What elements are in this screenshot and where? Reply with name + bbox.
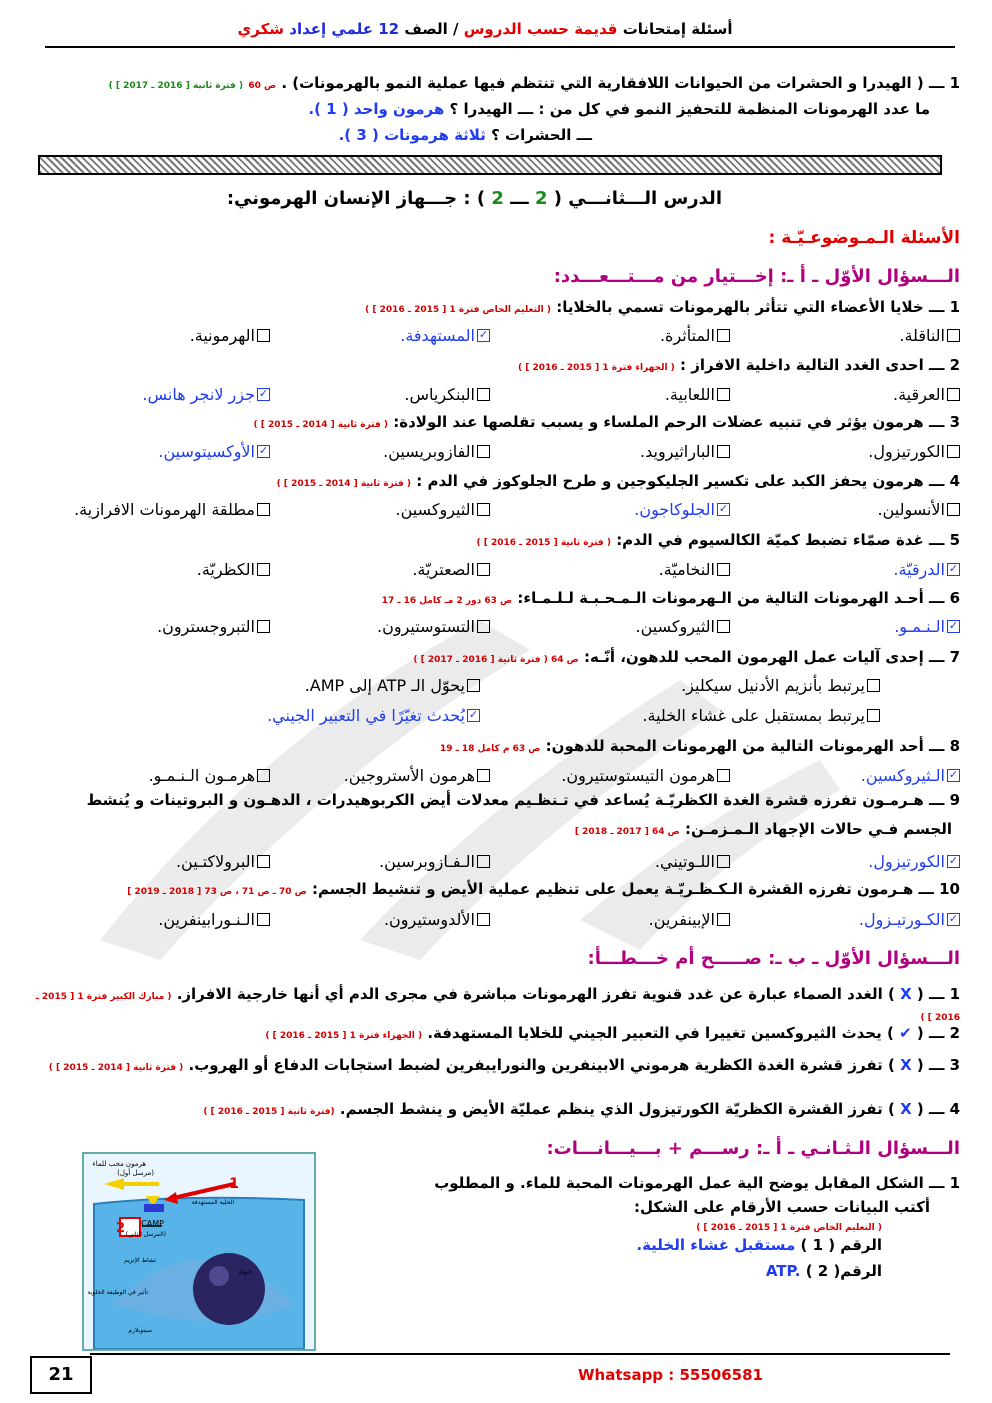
option-label: الـثيروكسين. <box>860 766 945 785</box>
header-grade: 12 <box>378 20 400 38</box>
checkbox-icon[interactable] <box>477 855 490 868</box>
cross-mark-icon: X <box>900 1056 912 1074</box>
lesson-title <box>227 188 722 209</box>
checkbox-icon[interactable] <box>717 769 730 782</box>
intro-question-line3 <box>28 126 592 144</box>
figure-label-camp: CAMP <box>141 1219 164 1228</box>
mcq-option[interactable] <box>859 910 960 929</box>
option-label: المستهدفة. <box>400 326 475 345</box>
checkbox-icon[interactable] <box>257 769 270 782</box>
question-number: 10 ـــ <box>918 880 960 898</box>
option-label: الصعتريّة. <box>412 560 475 579</box>
true-false-item: 2 ـــ ( ✔ ) يحدث الثيروكسين تغييرا في التعبير الجيني للخلايا المستهدفة. ( الجهراء فترة 1 [ 2015 ـ 2016 ] ) <box>265 1024 960 1042</box>
mcq-option[interactable] <box>267 706 480 725</box>
mcq-question <box>28 356 960 374</box>
question-number: 5 ـــ <box>928 531 960 549</box>
intro-question-line1 <box>28 74 960 92</box>
option-label: الثيروكسين. <box>395 500 475 519</box>
header-divider <box>45 46 955 48</box>
checkbox-icon[interactable] <box>477 563 490 576</box>
question-text: إحدى آليات عمل الهرمون المحب للدهون، أنّـه: <box>583 648 924 666</box>
mcq-option[interactable] <box>344 766 490 785</box>
mcq-option[interactable] <box>659 560 730 579</box>
question-number: 9 ـــ <box>928 791 960 809</box>
mcq-option[interactable] <box>404 385 490 404</box>
checkbox-icon[interactable] <box>867 709 880 722</box>
answer-label: الرقم( 2 ) <box>805 1262 882 1280</box>
checkbox-icon[interactable] <box>717 445 730 458</box>
header-text-5: علمي إعداد <box>289 20 373 38</box>
drawing-instruction <box>320 1198 930 1216</box>
marker-2: 2 <box>115 1221 125 1236</box>
mcq-option[interactable] <box>395 500 490 519</box>
mcq-option[interactable] <box>660 326 730 345</box>
figure-label-cytoplasm: سيتوبلازم <box>128 1327 152 1334</box>
lesson-dash: ـــ <box>510 188 529 209</box>
mcq-option[interactable] <box>412 560 490 579</box>
intro-question-line2 <box>28 100 930 118</box>
mcq-option[interactable] <box>305 676 480 695</box>
mcq-option[interactable] <box>384 910 490 929</box>
option-label: الأوكسيتوسين. <box>158 442 255 461</box>
option-label: الـنـمـو. <box>894 617 945 636</box>
cross-mark-icon: X <box>900 1100 912 1118</box>
source-ref: ( فترة ثانية [ 2014 ـ 2015 ] ) <box>253 420 388 430</box>
mcq-option[interactable] <box>158 910 270 929</box>
checkbox-icon[interactable] <box>477 445 490 458</box>
checked-box-icon[interactable]: ✓ <box>478 328 489 341</box>
option-label: الكورتيزول. <box>868 442 945 461</box>
mcq-option[interactable] <box>377 617 490 636</box>
mcq-option[interactable] <box>899 326 960 345</box>
source-ref: ص 70 ـ ص 71 ، ص 73 [ 2018 ـ 2019 ] <box>127 887 307 897</box>
option-label: الجلوكاجون. <box>634 500 715 519</box>
mcq-question <box>28 880 960 898</box>
page-ref: ص 60 <box>248 81 277 91</box>
mcq-question <box>28 531 960 549</box>
checkbox-icon[interactable] <box>717 855 730 868</box>
checked-box-icon[interactable]: ✓ <box>948 562 959 575</box>
question-text: ـــ الحشرات ؟ <box>491 126 592 144</box>
checked-box-icon[interactable]: ✓ <box>258 387 269 400</box>
mcq-option[interactable] <box>74 500 270 519</box>
source-ref: ( فترة ثانية [ 2015 ـ 2016 ] ) <box>476 538 611 548</box>
mcq-option[interactable] <box>640 442 730 461</box>
question-text: خلايا الأعضاء التي تتأثر بالهرمونات تسمي بالخلايا: <box>556 298 924 316</box>
checkbox-icon[interactable] <box>717 620 730 633</box>
question-text: أحـد الهرمونات التالية من الـهرمونات الـمـحـبـة لـلـمـاء: <box>517 589 924 607</box>
mcq-option[interactable] <box>893 560 960 579</box>
header-author: شكري <box>237 20 285 38</box>
option-label: البنكرياس. <box>404 385 475 404</box>
checkbox-icon[interactable] <box>867 679 880 692</box>
mcq-option[interactable] <box>868 852 960 871</box>
source-ref: ( فترة ثانية [ 2014 ـ 2015 ] ) <box>48 1063 184 1073</box>
source-ref: ( التعليم الخاص فترة 1 [ 2015 ـ 2016 ] ) <box>696 1223 882 1233</box>
source-ref: ( التعليم الخاص فترة 1 [ 2015 ـ 2016 ] ) <box>365 305 551 315</box>
figure-label-second-messenger: (المرسل الثاني) <box>125 1231 166 1238</box>
mcq-option[interactable] <box>197 560 270 579</box>
question-number: 3 ـــ <box>928 413 960 431</box>
mcq-option[interactable] <box>655 852 730 871</box>
option-label: البرولاكتـين. <box>175 852 255 871</box>
option-label: النخاميّة. <box>658 560 715 579</box>
checkbox-icon[interactable] <box>257 620 270 633</box>
mcq-question <box>28 791 960 809</box>
question-text: الجسم فـي حالات الإجهاد الـمـزمـن: <box>685 820 952 838</box>
question-number: 1 ـــ <box>928 74 960 92</box>
mcq-question <box>28 648 960 666</box>
page-header <box>190 20 780 38</box>
statement-text: الغدد الصماء عبارة عن غدد قنوية تفرز الهرمونات مباشرة في مجرى الدم أي أنها خارجية الافراز. <box>176 985 883 1003</box>
source-ref: ( الجهراء فترة 1 [ 2015 ـ 2016 ] ) <box>517 363 675 373</box>
mcq-option[interactable] <box>561 766 730 785</box>
question-text: هرمون يحفز الكبد على تكسير الجليكوجين و طرح الجلوكوز في الدم : <box>416 472 924 490</box>
checked-box-icon[interactable]: ✓ <box>948 619 959 632</box>
checkbox-icon[interactable] <box>947 329 960 342</box>
source-ref: ص 64 ( فترة ثانية [ 2016 ـ 2017 ] ) <box>413 655 579 665</box>
question-text: هرمون يؤثر في تنبيه عضلات الرحم الملساء و يسبب تقلصها عند الولادة: <box>393 413 924 431</box>
lesson-prefix: الدرس الـــثانـــي ( <box>553 188 722 209</box>
checkbox-icon[interactable] <box>717 329 730 342</box>
checkbox-icon[interactable] <box>477 769 490 782</box>
option-label: الـفـازوبرسين. <box>379 852 475 871</box>
section-2a-title: الـــسؤال الـثـانـي ـ أ ـ: رســـم + بـــيـــانـــات: <box>546 1138 960 1159</box>
checkbox-icon[interactable] <box>257 913 270 926</box>
cross-mark-icon: X <box>900 985 912 1003</box>
marker-1: 1 <box>229 1176 239 1192</box>
checkbox-icon[interactable] <box>257 563 270 576</box>
true-false-item: 4 ـــ ( X ) تفرز القشرة الكظريّة الكورتيزول الذي ينظم عمليّة الأيض و ينشط الجسم. (فترة ثانية [ 2015 ـ 2016 ] ) <box>203 1100 960 1118</box>
checkbox-icon[interactable] <box>947 388 960 401</box>
answer-text: ATP. <box>765 1262 801 1280</box>
answer-text: هرمون واحد ( 1 ). <box>308 100 445 118</box>
hydrophilic-hormone-figure <box>82 1152 316 1351</box>
mcq-question <box>28 589 960 607</box>
header-text-2: قديمة حسب الدروس <box>463 20 618 38</box>
header-text-1: أسئلة إمتحانات <box>622 20 733 38</box>
question-number: 1 ـــ <box>928 1174 960 1192</box>
checked-box-icon[interactable]: ✓ <box>468 708 479 721</box>
lesson-number-2: 2 <box>491 188 504 209</box>
mcq-question <box>28 472 960 490</box>
option-label: يُحدث تغيّرًا في التعبير الجيني. <box>267 706 465 725</box>
question-number: 1 ـــ <box>928 298 960 316</box>
nucleus-shape <box>193 1253 265 1325</box>
check-mark-icon: ✔ <box>899 1024 912 1042</box>
mcq-option[interactable] <box>635 617 730 636</box>
question-text: هـرمون تفرزه القشرة الـكـظـريّـة يعمل على تنظيم عملية الأيض و تنشيط الجسم: <box>312 880 914 898</box>
source-ref: ( مبارك الكبير فترة 1 [ 2015 ـ 2016 ] ) <box>35 992 960 1023</box>
mcq-option[interactable] <box>894 617 960 636</box>
question-number: 2 ـــ <box>928 356 960 374</box>
option-label: التبروجسترون. <box>157 617 255 636</box>
source-ref: ( فترة ثانية [ 2016 ـ 2017 ] ) <box>108 81 244 91</box>
checkbox-icon[interactable] <box>717 563 730 576</box>
question-text: غدة صمّاء تضبط كميّة الكالسيوم في الدم: <box>616 531 924 549</box>
mcq-option[interactable] <box>142 385 270 404</box>
section-divider <box>38 155 942 175</box>
option-label: الكـورتيـزول. <box>858 910 945 929</box>
option-label: الثيروكسين. <box>635 617 715 636</box>
option-label: اللعابية. <box>664 385 715 404</box>
mcq-option[interactable] <box>649 910 730 929</box>
question-number: 3 ـــ <box>928 1056 960 1074</box>
whatsapp-contact: Whatsapp : 55506581 <box>578 1366 763 1384</box>
checkbox-icon[interactable] <box>947 503 960 516</box>
option-label: الناقلة. <box>899 326 945 345</box>
checkbox-icon[interactable] <box>717 913 730 926</box>
option-label: هرمون الأستروجين. <box>343 766 475 785</box>
mcq-option[interactable] <box>176 852 270 871</box>
mcq-question <box>28 413 960 431</box>
checked-box-icon[interactable]: ✓ <box>948 854 959 867</box>
mcq-option[interactable] <box>158 442 270 461</box>
option-label: الكورتيزول. <box>868 852 945 871</box>
source-ref: (فترة ثانية [ 2015 ـ 2016 ] ) <box>203 1107 335 1117</box>
question-text: أحد الهرمونات التالية من الهرمونات المحبة للدهون: <box>545 737 924 755</box>
option-label: يرتبط بمستقبل على غشاء الخلية. <box>642 706 865 725</box>
section-1b-title: الـــسؤال الأوّل ـ ب ـ: صـــــح أم خـــطـــأ: <box>587 948 960 969</box>
checkbox-icon[interactable] <box>477 620 490 633</box>
lesson-suffix: ) : جـــهاز الإنسان الهرموني: <box>226 188 486 209</box>
checkbox-icon[interactable] <box>717 388 730 401</box>
header-text-3: الصف <box>404 20 448 38</box>
checkbox-icon[interactable] <box>477 388 490 401</box>
checked-box-icon[interactable]: ✓ <box>258 444 269 457</box>
drawing-source <box>320 1216 882 1234</box>
question-number: 4 ـــ <box>928 472 960 490</box>
drawing-answer-2 <box>320 1262 882 1280</box>
mcq-option[interactable] <box>190 326 270 345</box>
checkbox-icon[interactable] <box>477 503 490 516</box>
drawing-question <box>320 1174 960 1192</box>
question-text: ( الهيدرا و الحشرات من الحيوانات اللافقارية التي تنتظم فيها عملية النمو بالهرمونات) . <box>281 74 924 92</box>
source-ref: ص 63 دور 2 مـ كامل 16 ـ 17 <box>381 596 513 606</box>
mcq-option[interactable] <box>379 852 490 871</box>
option-label: الـنـورابينفرين. <box>158 910 255 929</box>
checkbox-icon[interactable] <box>467 679 480 692</box>
true-false-item: 3 ـــ ( X ) تفرز قشرة الغدة الكظرية هرموني الابينفرين والنورايبفرين لضبط استجابات الدفاع أو الهروب. ( فترة ثانية [ 2014 ـ 2015 ] ) <box>48 1056 960 1074</box>
option-label: يحوّل الـ ATP إلى AMP. <box>304 676 465 695</box>
answer-text: مستقبل غشاء الخلية. <box>636 1236 796 1254</box>
checked-box-icon[interactable]: ✓ <box>718 502 729 515</box>
question-text: الشكل المقابل يوضح الية عمل الهرمونات المحبة للماء. و المطلوب <box>434 1174 924 1192</box>
header-separator: / <box>453 20 459 38</box>
option-label: مطلقة الهرمونات الافرازية. <box>74 500 255 519</box>
question-number: 6 ـــ <box>928 589 960 607</box>
option-label: الألدوستيرون. <box>383 910 475 929</box>
mcq-option[interactable] <box>861 766 960 785</box>
question-number: 7 ـــ <box>928 648 960 666</box>
question-text: هـرمـون تفرزه قشرة الغدة الكظريّـة يُساعد في تـنظـيم معدلات أيض الكربوهيدرات ، الدهـون و البروتينات و يُنشط <box>86 791 924 809</box>
option-label: هرمـون الـنـمـو. <box>148 766 255 785</box>
question-number: 8 ـــ <box>928 737 960 755</box>
checkbox-icon[interactable] <box>947 445 960 458</box>
figure-label-nucleus: النواة <box>238 1269 252 1276</box>
question-number: 2 ـــ <box>928 1024 960 1042</box>
mcq-option[interactable] <box>868 442 960 461</box>
mcq-question-continuation <box>28 820 952 838</box>
option-label: اللـوتيني. <box>654 852 715 871</box>
cell-diagram <box>84 1154 314 1349</box>
option-label: هرمون التيستوستيرون. <box>561 766 715 785</box>
mcq-option[interactable] <box>665 385 730 404</box>
question-text: ما عدد الهرمونات المنظمة للتحفيز النمو في كل من : ـــ الهيدرا ؟ <box>449 100 930 118</box>
statement-text: تفرز القشرة الكظريّة الكورتيزول الذي ينظم عمليّة الأيض و ينشط الجسم. <box>339 1100 883 1118</box>
option-label: الباراثيرويد. <box>640 442 715 461</box>
checkbox-icon[interactable] <box>257 855 270 868</box>
mcq-option[interactable] <box>149 766 270 785</box>
mcq-option[interactable] <box>157 617 270 636</box>
statement-text: يحدث الثيروكسين تغييرا في التعبير الجيني للخلايا المستهدفة. <box>427 1024 882 1042</box>
mcq-option[interactable] <box>893 385 960 404</box>
figure-label-effect: تأثير في الوظيفة الخلوية <box>87 1289 148 1296</box>
mcq-option[interactable] <box>400 326 490 345</box>
option-label: جزر لانجر هانس. <box>142 385 255 404</box>
option-label: الدرقيّة. <box>893 560 945 579</box>
page-number: 21 <box>30 1356 92 1394</box>
checkbox-icon[interactable] <box>257 329 270 342</box>
option-label: الكظريّة. <box>196 560 255 579</box>
mcq-option[interactable] <box>642 706 880 725</box>
option-label: الإبينفرين. <box>648 910 715 929</box>
receptor-shape <box>144 1204 164 1212</box>
option-label: المتأثرة. <box>659 326 715 345</box>
question-text: احدى الغدد التالية داخلية الافراز : <box>680 356 924 374</box>
checkbox-icon[interactable] <box>257 503 270 516</box>
checkbox-icon[interactable] <box>477 913 490 926</box>
lesson-number-1: 2 <box>534 188 548 209</box>
mcq-option[interactable] <box>634 500 730 519</box>
objective-title: الأسئلة الـمـوضوعـيّـة : <box>768 228 960 248</box>
figure-label-enzyme: نشاط الإنزيم <box>123 1257 156 1264</box>
source-ref: ( الجهراء فترة 1 [ 2015 ـ 2016 ] ) <box>265 1031 423 1041</box>
mcq-question <box>28 737 960 755</box>
mcq-option[interactable] <box>383 442 490 461</box>
option-label: يرتبط بأنزيم الأدنيل سيكليز. <box>681 676 865 695</box>
checked-box-icon[interactable]: ✓ <box>948 912 959 925</box>
checked-box-icon[interactable]: ✓ <box>948 768 959 781</box>
figure-label-target-cell: الخلية المستهدفة <box>191 1199 234 1206</box>
source-ref: ص 63 م كامل 18 ـ 19 <box>440 744 541 754</box>
question-number: 4 ـــ <box>928 1100 960 1118</box>
option-label: الفازوبريسين. <box>383 442 475 461</box>
source-ref: ( فترة ثانية [ 2014 ـ 2015 ] ) <box>276 479 412 489</box>
option-label: الهرمونية. <box>189 326 255 345</box>
option-label: التستوستيرون. <box>377 617 475 636</box>
answer-text: ثلاثة هرمونات ( 3 ). <box>338 126 486 144</box>
source-ref: ص 64 [ 2017 ـ 2018 ] <box>574 827 680 837</box>
question-number: 1 ـــ <box>928 985 960 1003</box>
section-1a-title: الـــسؤال الأوّل ـ أ ـ: إخـــتيار من مـــتـــعـــدد: <box>553 266 960 287</box>
statement-text: تفرز قشرة الغدة الكظرية هرموني الابينفرين والنورايبفرين لضبط استجابات الدفاع أو الهروب. <box>188 1056 883 1074</box>
answer-label: الرقم ( 1 ) <box>800 1236 882 1254</box>
option-label: العرقية. <box>892 385 945 404</box>
footer-divider <box>90 1353 950 1355</box>
figure-label-hormone: هرمون محب للماء <box>92 1160 146 1168</box>
option-label: الأنسولين. <box>877 500 945 519</box>
mcq-option[interactable] <box>681 676 880 695</box>
mcq-option[interactable] <box>877 500 960 519</box>
drawing-answer-1 <box>320 1236 882 1254</box>
figure-label-first-messenger: (مرسل أول) <box>117 1169 154 1177</box>
instruction-text: أكتب البيانات حسب الأرقام على الشكل: <box>633 1198 930 1216</box>
mcq-question <box>28 298 960 316</box>
true-false-item: 1 ـــ ( X ) الغدد الصماء عبارة عن غدد قنوية تفرز الهرمونات مباشرة في مجرى الدم أي أنها خارجية الافراز. ( مبارك الكبير فترة 1 [ 2015 ـ 2016 ] ) <box>35 985 960 1023</box>
